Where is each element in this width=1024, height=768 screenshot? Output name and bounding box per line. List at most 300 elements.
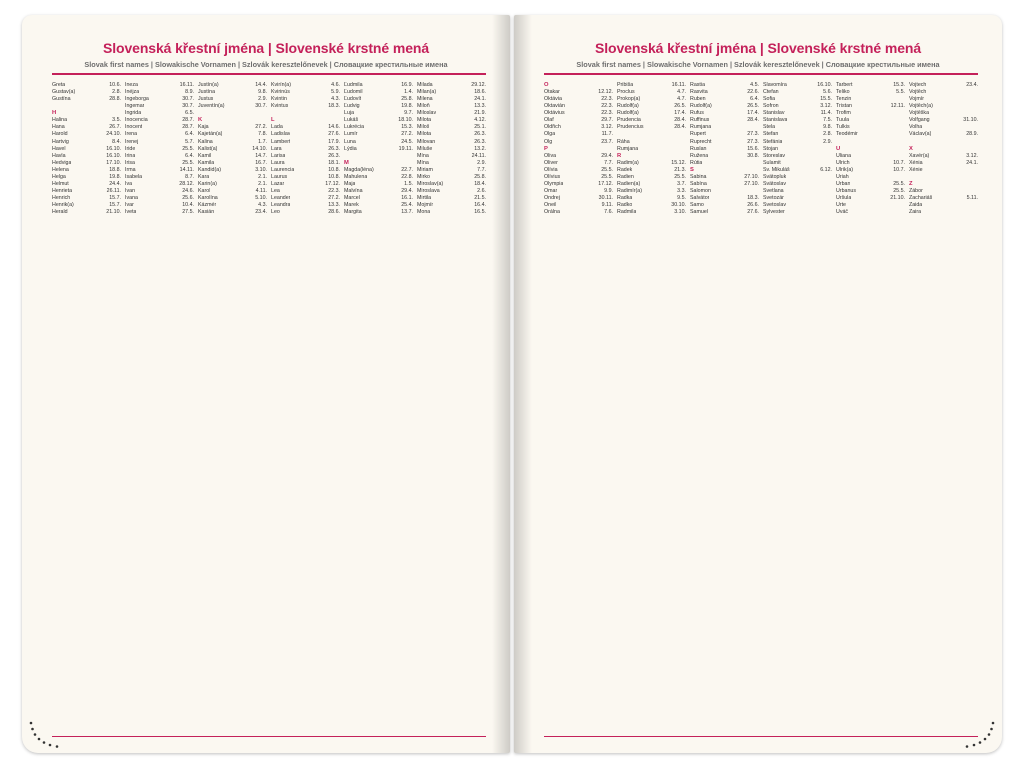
name-entry — [52, 174, 121, 181]
name-entry — [836, 160, 905, 167]
name-entry — [198, 181, 267, 188]
entry-date: 22.8. — [401, 173, 413, 180]
name-entry — [125, 153, 194, 160]
name-entry — [690, 139, 759, 146]
entry-date — [757, 124, 759, 131]
name-entry — [417, 117, 486, 124]
name-entry — [909, 188, 978, 195]
name-entry — [417, 195, 486, 202]
entry-date: 4.3. — [258, 202, 267, 209]
entry-name: Ladislav — [271, 131, 291, 138]
entry-name: Mína — [417, 159, 429, 166]
name-entry — [544, 195, 613, 202]
entry-date: 3.12. — [820, 103, 832, 110]
name-entry — [52, 153, 121, 160]
name-entry — [690, 124, 759, 131]
entry-date — [976, 139, 978, 146]
entry-name: Radimír(a) — [617, 187, 643, 194]
entry-date: 29.7. — [601, 117, 613, 124]
name-entry — [417, 110, 486, 117]
entry-name: Ivan — [125, 187, 136, 194]
entry-name: Lea — [271, 187, 280, 194]
entry-date: 22.7. — [401, 166, 413, 173]
entry-date: 25.5. — [601, 173, 613, 180]
entry-date — [830, 160, 832, 167]
name-entry — [344, 117, 413, 124]
entry-date: 26.11. — [106, 187, 121, 194]
entry-date — [830, 202, 832, 209]
entry-date: 22.3. — [328, 187, 340, 194]
entry-date: 1.5. — [404, 180, 413, 187]
entry-name: Sulamit — [763, 159, 781, 166]
name-entry — [417, 181, 486, 188]
entry-name: Justus — [198, 96, 214, 103]
entry-name: Leandra — [271, 202, 291, 209]
entry-date: 5.7. — [185, 138, 194, 145]
entry-date: 16.10. — [817, 82, 832, 88]
entry-date: 5.10. — [255, 195, 267, 201]
entry-name: Milota — [417, 117, 432, 124]
entry-name: Mirtila — [417, 195, 432, 201]
entry-name: Marcel — [344, 195, 360, 201]
name-entry — [836, 124, 905, 131]
entry-name: Margita — [344, 209, 362, 216]
entry-name: Omar — [544, 187, 558, 194]
name-entry — [544, 174, 613, 181]
entry-name: Magda(léna) — [344, 166, 374, 173]
entry-date: 30.8. — [747, 152, 759, 159]
entry-date: 6.12. — [820, 166, 832, 173]
entry-name: Inocent — [125, 124, 143, 131]
entry-date: 26.5. — [747, 103, 759, 110]
name-entry — [763, 131, 832, 138]
entry-name: Miloslav — [417, 110, 437, 117]
entry-name: Rufus — [690, 110, 704, 117]
name-entry — [125, 167, 194, 174]
entry-date — [757, 160, 759, 167]
entry-name: Helga — [52, 173, 66, 180]
entry-name: Miloš — [417, 124, 430, 131]
entry-name: Karolína — [198, 195, 218, 201]
section-letter: M — [344, 159, 349, 166]
entry-date: 13.2. — [474, 145, 486, 152]
entry-name: Ingeborga — [125, 96, 149, 103]
entry-name: Prokop(a) — [617, 96, 641, 103]
name-entry — [909, 153, 978, 160]
name-entry — [271, 153, 340, 160]
entry-name: Svetozár — [763, 195, 784, 201]
entry-date: 13.3. — [328, 202, 340, 209]
name-entry — [417, 82, 486, 89]
entry-name: Stanislava — [763, 117, 788, 124]
entry-name: Milena — [417, 96, 433, 103]
entry-name: Sabína — [690, 180, 707, 187]
name-entry — [909, 131, 978, 138]
name-entry — [271, 202, 340, 209]
entry-date: 8.4. — [112, 138, 121, 145]
entry-date: 26.3. — [328, 152, 340, 159]
name-entry — [417, 139, 486, 146]
entry-date: 2.8. — [823, 131, 832, 138]
name-entry — [690, 174, 759, 181]
entry-name: Ružena — [690, 152, 709, 159]
entry-name: Zaira — [909, 209, 922, 216]
name-entry — [417, 160, 486, 167]
name-entry — [52, 167, 121, 174]
name-entry — [617, 188, 686, 195]
entry-name: Stela — [763, 124, 776, 131]
entry-date: 16.5. — [474, 209, 486, 216]
entry-name: Hartvig — [52, 138, 69, 145]
name-entry — [909, 117, 978, 124]
name-entry — [417, 202, 486, 209]
entry-date: 30.7. — [255, 103, 267, 110]
name-entry — [617, 117, 686, 124]
name-entry — [344, 146, 413, 153]
entry-date: 16.7. — [255, 159, 267, 166]
entry-name — [198, 110, 199, 117]
name-entry — [836, 181, 905, 188]
section-letter: O — [544, 82, 549, 88]
entry-date: 10.7. — [893, 159, 905, 166]
entry-date: 25.5. — [674, 173, 686, 180]
entry-name: Irena — [125, 131, 138, 138]
entry-date: 15.5. — [820, 96, 832, 103]
entry-name: Olívius — [544, 173, 561, 180]
name-entry — [763, 124, 832, 131]
name-entry — [198, 174, 267, 181]
entry-name: Svätopluk — [763, 173, 787, 180]
name-entry — [271, 103, 340, 110]
name-entry — [52, 103, 121, 110]
name-entry — [763, 110, 832, 117]
entry-date: 18.6. — [474, 89, 486, 96]
name-entry — [271, 167, 340, 174]
entry-date: 15.7. — [109, 195, 121, 201]
name-entry — [198, 139, 267, 146]
entry-date: 26.3. — [328, 145, 340, 152]
entry-date: 5.11. — [966, 195, 978, 201]
entry-name: Justín(a) — [198, 82, 219, 88]
entry-name: Prudencia — [617, 117, 641, 124]
name-entry — [763, 167, 832, 174]
entry-date: 2.9. — [258, 96, 267, 103]
page-title: Slovenská křestní jména | Slovenské krstné mená — [102, 40, 430, 56]
entry-name: Havel — [52, 145, 66, 152]
entry-date: 1.7. — [258, 138, 267, 145]
entry-date — [976, 174, 978, 181]
entry-name: Lukáš — [344, 117, 359, 124]
name-entry — [690, 202, 759, 209]
entry-date: 24.6. — [182, 187, 194, 194]
entry-date: 17.12. — [598, 180, 613, 187]
entry-date: 18.1. — [328, 159, 340, 166]
entry-date: 17.10. — [106, 159, 121, 166]
name-entry — [909, 167, 978, 174]
entry-name: Rupert — [690, 131, 706, 138]
entry-date: 21.10. — [890, 195, 905, 201]
name-entry — [344, 103, 413, 110]
entry-date: 28.12. — [179, 180, 194, 187]
entry-name: Milota — [417, 131, 432, 138]
name-entry — [544, 188, 613, 195]
name-entry — [544, 139, 613, 146]
entry-name: Havla — [52, 152, 66, 159]
name-entry — [909, 89, 978, 96]
name-entry — [198, 131, 267, 138]
entry-date: 17.4. — [674, 110, 686, 117]
name-entry — [544, 117, 613, 124]
entry-date: 10.8. — [328, 166, 340, 173]
entry-name: Helena — [52, 166, 69, 173]
entry-name: Lada — [271, 124, 283, 131]
entry-name: Radien — [617, 173, 634, 180]
name-column — [198, 82, 267, 732]
name-entry — [417, 124, 486, 131]
entry-date: 25.6. — [182, 195, 194, 201]
name-entry — [52, 202, 121, 209]
entry-name: Tarbert — [836, 82, 853, 88]
entry-date: 24.11. — [471, 152, 486, 159]
entry-name: Uršula — [836, 195, 852, 201]
name-entry — [909, 124, 978, 131]
entry-date — [976, 167, 978, 174]
name-entry — [52, 139, 121, 146]
entry-date: 13.7. — [401, 209, 413, 216]
name-entry — [52, 117, 121, 124]
entry-name: Radien(a) — [617, 180, 641, 187]
entry-name: Ruprecht — [690, 138, 712, 145]
entry-name: Orálna — [544, 209, 560, 216]
name-entry — [198, 82, 267, 89]
page-title: Slovenská křestní jména | Slovenské krstné mená — [594, 40, 922, 56]
entry-name: Kamil — [198, 152, 212, 159]
name-entry — [52, 131, 121, 138]
entry-date: 4.5. — [750, 82, 759, 88]
entry-name: Olympia — [544, 180, 564, 187]
corner-dots-ornament — [28, 721, 68, 749]
name-entry — [617, 124, 686, 131]
entry-name: Hedviga — [52, 159, 72, 166]
entry-date: 18.4. — [474, 180, 486, 187]
entry-name: Ondrej — [544, 195, 560, 201]
name-entry — [417, 153, 486, 160]
name-entry — [690, 110, 759, 117]
entry-name: Kandid(a) — [198, 166, 221, 173]
entry-date: 30.11. — [598, 195, 613, 201]
page-subtitle: Slovak first names | Slowakische Vornamen | Szlovák keresztelőnevek | Словацкие крестильные имена — [576, 60, 940, 69]
section-letter: S — [690, 166, 694, 173]
name-entry — [763, 188, 832, 195]
name-entry — [52, 89, 121, 96]
gutter-shadow — [514, 15, 532, 753]
name-entry — [125, 174, 194, 181]
entry-date: 6.4. — [185, 131, 194, 138]
name-entry — [836, 82, 905, 89]
entry-date: 2.6. — [477, 187, 486, 194]
name-entry — [836, 131, 905, 138]
entry-name: Mahulena — [344, 173, 368, 180]
entry-date: 9.8. — [823, 124, 832, 131]
entry-date: 7.7. — [477, 166, 486, 173]
names-columns — [544, 82, 978, 732]
entry-date: 23.4. — [255, 209, 267, 216]
entry-name: Samuel — [690, 209, 708, 216]
entry-date: 3.10. — [674, 209, 686, 216]
entry-name: Kasián — [198, 209, 215, 216]
entry-date: 28.8. — [109, 96, 121, 103]
name-column — [544, 82, 613, 732]
entry-name: Hana — [52, 124, 65, 131]
name-entry — [344, 139, 413, 146]
entry-date: 16.10. — [106, 152, 121, 159]
entry-name: Kalist(a) — [198, 145, 218, 152]
entry-date: 18.3. — [328, 103, 340, 110]
name-entry — [763, 139, 832, 146]
name-entry — [617, 181, 686, 188]
entry-name: Marek — [344, 202, 359, 209]
page-subtitle: Slovak first names | Slowakische Vornamen | Szlovák keresztelőnevek | Словацкие крестильные имена — [84, 60, 448, 69]
entry-date — [684, 131, 686, 138]
entry-name: Vojtěch — [909, 89, 927, 96]
entry-name: Teliko — [836, 89, 850, 96]
entry-name: Kajetán(a) — [198, 131, 223, 138]
entry-name: Herald — [52, 209, 68, 216]
entry-date: 5.5. — [896, 89, 905, 96]
name-entry — [125, 209, 194, 216]
entry-date: 25.4. — [401, 202, 413, 209]
entry-date — [903, 139, 905, 146]
entry-date: 14.4. — [255, 82, 267, 88]
name-entry — [617, 131, 686, 138]
entry-date: 28.4. — [674, 124, 686, 131]
entry-name: Xavér(a) — [909, 152, 930, 159]
entry-name: Milovan — [417, 138, 436, 145]
entry-name: Kvirinús — [271, 89, 290, 96]
entry-date — [903, 153, 905, 160]
entry-name: Volha — [909, 124, 923, 131]
entry-date: 25.5. — [182, 145, 194, 152]
name-entry — [836, 202, 905, 209]
entry-date: 10.8. — [328, 173, 340, 180]
name-entry — [125, 195, 194, 202]
entry-date: 3.12. — [966, 152, 978, 159]
entry-date: 27.10. — [744, 180, 759, 187]
name-entry — [125, 103, 194, 110]
entry-date: 19.11. — [398, 145, 413, 152]
entry-date: 25.1. — [474, 124, 486, 131]
entry-date: 11.4. — [820, 110, 832, 117]
entry-name: Leo — [271, 209, 280, 216]
entry-date — [830, 153, 832, 160]
entry-name: Tenzin — [836, 96, 852, 103]
name-entry — [544, 110, 613, 117]
entry-name: Malvína — [344, 187, 363, 194]
entry-name: Radmila — [617, 209, 637, 216]
entry-name: Rudolf(a) — [617, 103, 639, 110]
entry-name: Rastia — [690, 82, 706, 88]
entry-date — [903, 131, 905, 138]
entry-date: 15.3. — [893, 82, 905, 88]
entry-date: 27.6. — [328, 131, 340, 138]
name-entry — [617, 103, 686, 110]
entry-name: Ulrich — [836, 159, 850, 166]
name-entry — [544, 131, 613, 138]
entry-date: 18.10. — [398, 117, 413, 124]
section-letter: P — [544, 145, 548, 152]
name-entry — [763, 146, 832, 153]
name-entry — [52, 146, 121, 153]
name-entry — [198, 188, 267, 195]
name-entry — [544, 209, 613, 216]
entry-date: 23.4. — [966, 82, 978, 88]
entry-name: Laura — [271, 159, 285, 166]
entry-date: 12.11. — [890, 103, 905, 110]
name-entry — [271, 139, 340, 146]
name-entry — [544, 181, 613, 188]
entry-name: Radek — [617, 166, 633, 173]
entry-date: 14.11. — [179, 166, 194, 173]
section-letter: U — [836, 145, 841, 152]
entry-name: Zábor — [909, 187, 923, 194]
entry-date: 29.12. — [471, 82, 486, 88]
name-entry — [763, 195, 832, 202]
entry-name: Oliva — [544, 152, 557, 159]
name-entry — [125, 124, 194, 131]
entry-date: 27.10. — [744, 173, 759, 180]
entry-date — [976, 188, 978, 195]
name-entry — [344, 96, 413, 103]
entry-date — [265, 110, 267, 117]
name-entry — [198, 202, 267, 209]
entry-name: Karol — [198, 187, 211, 194]
entry-date: 5.9. — [331, 89, 340, 96]
entry-date: 27.2. — [328, 195, 340, 201]
section-letter: H — [52, 110, 57, 117]
entry-name: Milan(a) — [417, 89, 437, 96]
entry-date: 18.8. — [109, 166, 121, 173]
entry-name: Justína — [198, 89, 216, 96]
name-entry — [52, 188, 121, 195]
entry-date: 28.4. — [674, 117, 686, 124]
entry-date — [684, 139, 686, 146]
entry-name: Ráha — [617, 138, 630, 145]
entry-name: Iveta — [125, 209, 137, 216]
entry-date: 28.9. — [966, 131, 978, 138]
entry-name: Václav(a) — [909, 131, 932, 138]
entry-name — [617, 131, 618, 138]
entry-name: Lara — [271, 145, 282, 152]
title-divider — [52, 73, 486, 75]
title-divider — [544, 73, 978, 75]
name-entry — [125, 96, 194, 103]
entry-date: 10.6. — [109, 82, 121, 88]
entry-date: 16.1. — [401, 195, 413, 201]
entry-name: Sabina — [690, 173, 707, 180]
entry-date: 26.7. — [109, 124, 121, 131]
name-entry — [198, 195, 267, 202]
entry-name: Mona — [417, 209, 431, 216]
entry-date: 9.11. — [601, 202, 613, 209]
entry-date: 21.3. — [674, 166, 686, 173]
entry-name: Inéjza — [125, 89, 140, 96]
name-entry — [763, 153, 832, 160]
name-entry — [125, 82, 194, 89]
name-entry — [617, 209, 686, 216]
name-entry — [617, 202, 686, 209]
entry-name: Otakar — [544, 89, 560, 96]
name-entry — [271, 181, 340, 188]
